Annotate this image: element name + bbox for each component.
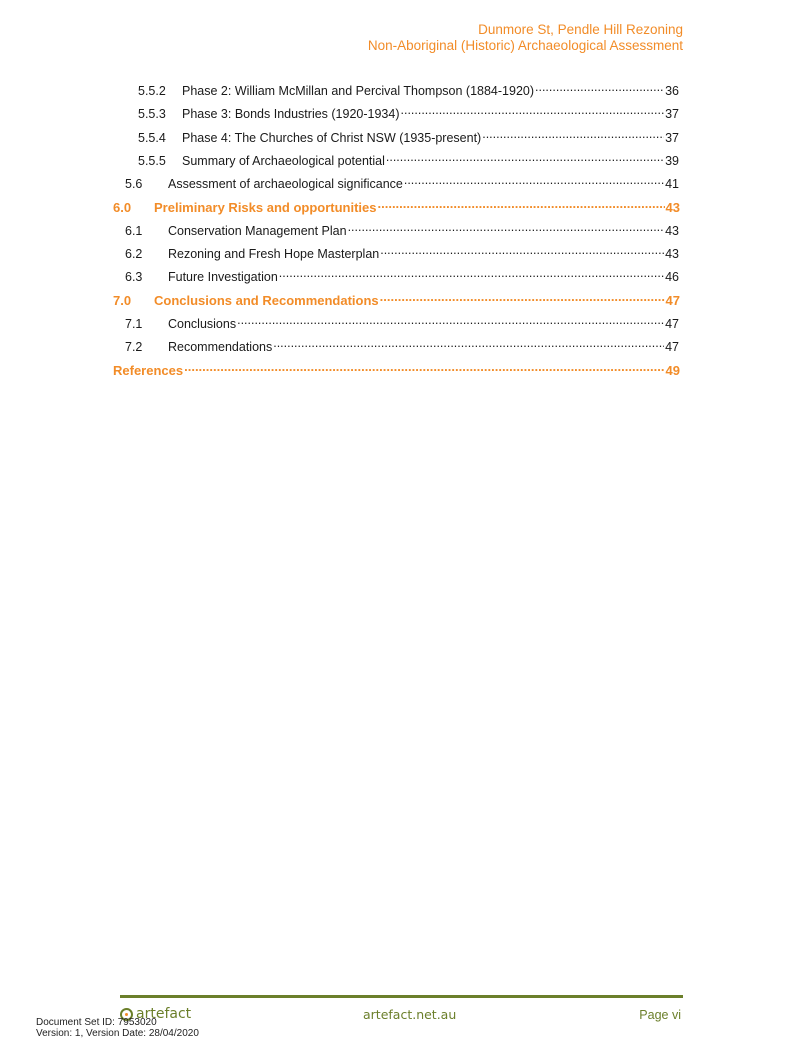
toc-entry[interactable]: [125, 219, 679, 238]
toc-entry-page: 39: [665, 154, 679, 168]
toc-dot-leader: [279, 265, 664, 281]
page-header: [368, 22, 683, 53]
toc-entry-page: 47: [665, 317, 679, 331]
toc-entry-title: Conclusions: [168, 317, 237, 331]
toc-dot-leader: [482, 126, 664, 142]
toc-entry-number: 7.0: [113, 293, 132, 308]
toc-entry[interactable]: [113, 196, 680, 215]
toc-dot-leader: [401, 102, 665, 118]
toc-entry-page: 43: [665, 247, 679, 261]
toc-dot-leader: [404, 172, 664, 188]
toc-entry-number: 7.2: [125, 340, 143, 354]
toc-entry-number: 7.1: [125, 317, 143, 331]
toc-entry-page: 43: [665, 224, 679, 238]
toc-entry[interactable]: [125, 265, 679, 284]
toc-entry-page: 46: [665, 270, 679, 284]
toc-entry-number: 5.6: [125, 177, 143, 191]
toc-entry[interactable]: [138, 149, 679, 168]
toc-entry-title: Conservation Management Plan: [168, 224, 347, 238]
toc-dot-leader: [273, 335, 664, 351]
toc-entry[interactable]: [125, 242, 679, 261]
toc-entry-page: 49: [665, 363, 680, 378]
document-version: Version: 1, Version Date: 28/04/2020: [36, 1028, 199, 1039]
toc-entry[interactable]: [125, 312, 679, 331]
toc-entry-title: Summary of Archaeological potential: [182, 154, 385, 168]
toc-dot-leader: [184, 359, 664, 375]
toc-dot-leader: [237, 312, 664, 328]
toc-entry-page: 37: [665, 107, 679, 121]
toc-entry-number: 6.3: [125, 270, 143, 284]
toc-entry-number: 6.0: [113, 200, 132, 215]
toc-entry-title: Phase 3: Bonds Industries (1920-1934): [182, 107, 400, 121]
footer-website: artefact.net.au: [363, 1007, 457, 1022]
document-set-id: Document Set ID: 7953020: [36, 1017, 157, 1028]
toc-entry-page: 47: [665, 293, 680, 308]
toc-entry-number: 6.1: [125, 224, 143, 238]
page-number: Page vi: [639, 1008, 681, 1022]
toc-entry[interactable]: [138, 126, 679, 145]
toc-entry-title: Preliminary Risks and opportunities: [154, 200, 377, 215]
toc-entry-number: 5.5.5: [138, 154, 166, 168]
toc-entry[interactable]: [125, 335, 679, 354]
toc-entry-page: 36: [665, 84, 679, 98]
toc-entry-title: References: [113, 363, 184, 378]
toc-dot-leader: [380, 289, 665, 305]
toc-entry-title: Assessment of archaeological significance: [168, 177, 403, 191]
toc-entry-number: 5.5.4: [138, 131, 166, 145]
toc-entry-title: Rezoning and Fresh Hope Masterplan: [168, 247, 380, 261]
toc-entry-number: 5.5.2: [138, 84, 166, 98]
toc-entry-number: 6.2: [125, 247, 143, 261]
toc-entry[interactable]: [138, 102, 679, 121]
toc-dot-leader: [386, 149, 664, 165]
toc-entry-page: 37: [665, 131, 679, 145]
toc-entry-number: 5.5.3: [138, 107, 166, 121]
toc-dot-leader: [535, 79, 664, 95]
toc-entry[interactable]: [125, 172, 679, 191]
toc-entry-page: 43: [665, 200, 680, 215]
toc-entry-title: Future Investigation: [168, 270, 278, 284]
toc-entry-page: 47: [665, 340, 679, 354]
header-report-title: Non-Aboriginal (Historic) Archaeological Assessment: [367, 37, 683, 53]
toc-entry-page: 41: [665, 177, 679, 191]
toc-dot-leader: [348, 219, 665, 235]
toc-dot-leader: [380, 242, 664, 258]
toc-entry[interactable]: [113, 359, 680, 378]
toc-entry-title: Recommendations: [168, 340, 273, 354]
footer-divider: [120, 995, 683, 998]
toc-entry-title: Phase 4: The Churches of Christ NSW (1935-present): [182, 131, 482, 145]
toc-entry-title: Phase 2: William McMillan and Percival Thompson (1884-1920): [182, 84, 535, 98]
header-project-title: Dunmore St, Pendle Hill Rezoning: [478, 22, 683, 37]
toc-entry[interactable]: [138, 79, 679, 98]
toc-entry-title: Conclusions and Recommendations: [154, 293, 379, 308]
toc-entry[interactable]: [113, 289, 680, 308]
logo-text: artefact: [136, 1006, 192, 1022]
toc-dot-leader: [378, 196, 665, 212]
